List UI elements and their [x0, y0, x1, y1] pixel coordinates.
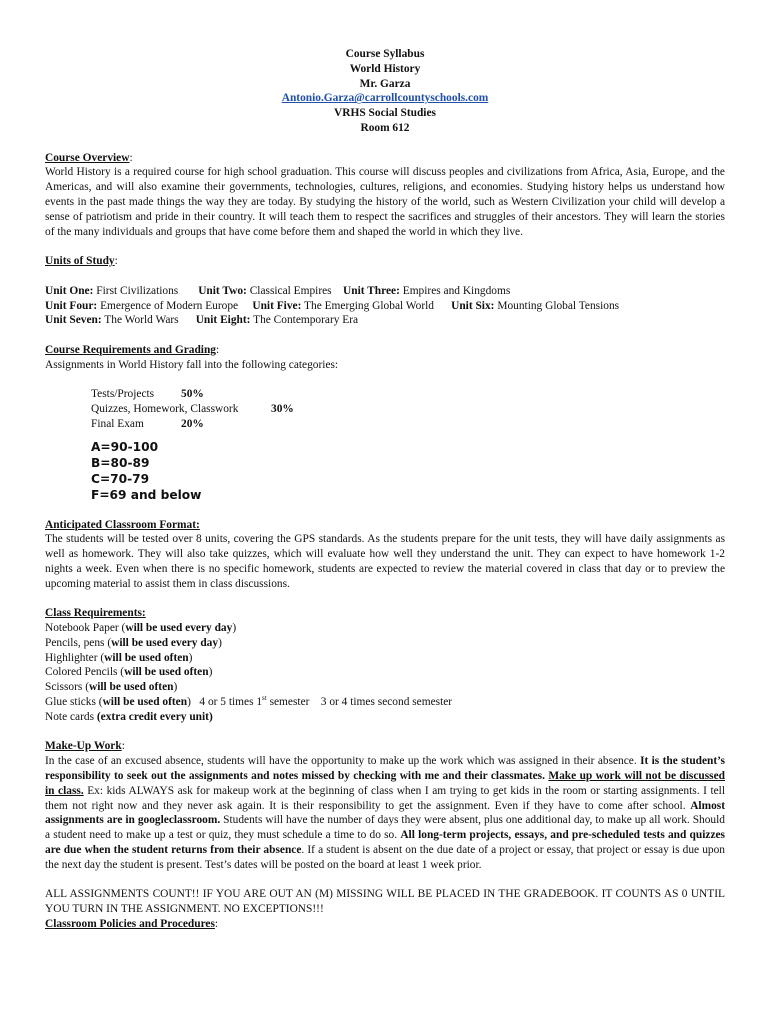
classroom-format-text: The students will be tested over 8 units, covering the GPS standards. As the students prepare for the unit tests, they will have daily assignments as well as homework. They will also take quizzes, which will evaluate how well they understand the unit. They can expect to have homework 1-2 nights a week. Even when there is no specific homework, students are expected to review the material covered in class that day or to preview the upcoming material to assist them in class discussions.: [45, 533, 725, 590]
classroom-format-heading: Anticipated Classroom Format:: [45, 518, 200, 531]
classroom-format-section: [45, 518, 725, 592]
teacher-name: Mr. Garza: [359, 77, 411, 90]
list-item: Note cards (extra credit every unit): [45, 710, 213, 723]
room-number: Room 612: [360, 121, 410, 134]
doc-title: Course Syllabus: [345, 48, 425, 60]
makeup-work-text: In the case of an excused absence, students will have the opportunity to make up the work which was assigned in their absence. It is the student’s responsibility to seek out the assignments and notes missed by checking with me and their classmates. Make up work will not be discussed in class. Ex: kids ALWAYS ask for makeup work at the beginning of class when I am trying to get kids in the room or starting assignments. I tell them not right now and they never ask again. It is their responsibility to get the assignment. Even if they have to come after school. Almost assignments are in googleclassroom. Students will have the number of days they were absent, plus one additional day, to make up all work. Should a student need to make up a test or quiz, they must schedule a time to do so. All long-term projects, essays, and pre-scheduled tests and quizzes are due when the student returns from their absence. If a student is absent on the due date of a project or essay, that project or essay is due upon the next day the student is present. Test’s dates will be posted on the board at least 1 week prior.: [45, 755, 725, 871]
list-item: Colored Pencils (will be used often): [45, 666, 213, 679]
list-item: Scissors (will be used often): [45, 681, 178, 694]
grading-heading: Course Requirements and Grading: [45, 343, 216, 356]
list-item: Notebook Paper (will be used every day): [45, 622, 237, 635]
units-heading: Units of Study: [45, 255, 115, 268]
units-row-1: Unit One: First Civilizations Unit Two: Classical Empires Unit Three: Empires and Kingdoms: [45, 284, 511, 297]
units-row-3: Unit Seven: The World Wars Unit Eight: The Contemporary Era: [45, 314, 359, 327]
document-header: [45, 47, 725, 136]
list-item: Highlighter (will be used often): [45, 651, 193, 664]
course-overview-text: World History is a required course for high school graduation. This course will discuss peoples and civilizations from Africa, Asia, Europe, and the Americas, and will also examine their governments, technologies, cultures, religions, and economies. Studying history helps us understand how events in the past made things the way they are today. By studying the history of the world, such as Western Civilization your child will develop a sense of patriotism and pride in their country. It will teach them to respect the sacrifices and struggles of their ancestors. They will learn the stories of the many individuals and groups that have come before them and shaped the world in which they live.: [45, 166, 725, 238]
units-section: Units of Study: Unit One: First Civilizations Unit Two: Classical Empires Unit Three: Empires and Kingdoms Unit Four: Emergence of Modern Europe Unit Five: The Emerging Global World Unit Six: Mounting Global Tensions Unit Seven: The World Wars Unit Eight: The Contemporary Era: [45, 254, 725, 328]
classroom-policies-heading: Classroom Policies and Procedures: [45, 918, 215, 931]
department: VRHS Social Studies: [334, 107, 436, 120]
grading-section: Course Requirements and Grading: Assignments in World History fall into the following categories: Tests/Projects 50% Quizzes, Homework, Classwork 30% Final Exam 20% A=90-100 B=80-89 C=70-79 F=69 and below: [45, 343, 725, 503]
assignments-notice: ALL ASSIGNMENTS COUNT!! IF YOU ARE OUT AN (M) MISSING WILL BE PLACED IN THE GRADEBOOK. IT COUNTS AS 0 UNTIL YOU TURN IN THE ASSIGNMENT. NO EXCEPTIONS!!!: [45, 888, 725, 916]
makeup-work-heading: Make-Up Work: [45, 740, 122, 753]
makeup-work-section: Make-Up Work: In the case of an excused absence, students will have the opportunity to make up the work which was assigned in their absence. It is the student’s responsibility to seek out the assignments and notes missed by checking with me and their classmates. Make up work will not be discussed in class. Ex: kids ALWAYS ask for makeup work at the beginning of class when I am trying to get kids in the room or starting assignments. I tell them not right now and they never ask again. It is their responsibility to get the assignment. Even if they have to come after school. Almost assignments are in googleclassroom. Students will have the number of days they were absent, plus one additional day, to make up all work. Should a student need to make up a test or quiz, they must schedule a time to do so. All long-term projects, essays, and pre-scheduled tests and quizzes are due when the student returns from their absence. If a student is absent on the due date of a project or essay, that project or essay is due upon the next day the student is present. Test’s dates will be posted on the board at least 1 week prior.: [45, 740, 725, 871]
course-overview-heading: Course Overview: [45, 151, 130, 164]
grade-weights-table: [91, 387, 725, 431]
class-requirements-section: [45, 606, 725, 724]
syllabus-page: Course Syllabus World History Mr. Garza Antonio.Garza@carrollcountyschools.com VRHS Social Studies Room 612 Course Overview: World History is a required course for high school graduation. This course will discuss peoples and civilizations from Africa, Asia, Europe, and the Americas, and will also examine their governments, technologies, cultures, religions, and economies. Studying history helps us understand how events in the past made things the way they are today. By studying the history of the world, such as Western Civilization your child will develop a sense of patriotism and pride in their country. It will teach them to respect the sacrifices and struggles of their ancestors. They will learn the stories of the many individuals and groups that have come before them and shaped the world in which they live. Units of Study: Unit One: First Civilizations Unit Two: Classical Empires Unit Three: Empires and Kingdoms Unit Four: Emergence of Modern Europe Unit Five: The Emerging Global World Unit Six: Mounting Global Tensions Unit Seven: The World Wars Unit Eight: The Contemporary Era Course Requirements and Grading: Assignments in World History fall into the following categories: Tests/Projects 50% Quizzes, Homework, Classwork 30% Final Exam 20% A=90-100 B=80-89 C=70-79 F=69 and below Anticipated Classroom Format: The students will be tested over 8 units, covering the GPS standards. As the students prepare for the unit tests, they will have daily assignments as well as homework. They will also take quizzes, which will evaluate how well they understand the unit. They can expect to have homework 1-2 nights a week. Even when there is no specific homework, students are expected to review the material covered in class that day or to preview the upcoming material to assist them in class discussions. Class Requirements: Notebook Paper (will be used every day) Pencils, pens (will be used every day) Highlighter (will be used often) Colored Pencils (will be used often) Scissors (will be used often) Glue sticks (will be used often) 4 or 5 times 1st semester 3 or 4 times second semester Note cards (extra credit every unit) Make-Up Work: In the case of an excused absence, students will have the opportunity to make up the work which was assigned in their absence. It is the student’s responsibility to seek out the assignments and notes missed by checking with me and their classmates. Make up work will not be discussed in class. Ex: kids ALWAYS ask for makeup work at the beginning of class when I am trying to get kids in the room or starting assignments. I tell them not right now and they never ask again. It is their responsibility to get the assignment. Even if they have to come after school. Almost assignments are in googleclassroom. Students will have the number of days they were absent, plus one additional day, to make up all work. Should a student need to make up a test or quiz, they must schedule a time to do so. All long-term projects, essays, and pre-scheduled tests and quizzes are due when the student returns from their absence. If a student is absent on the due date of a project or essay, that project or essay is due upon the next day the student is present. Test’s dates will be posted on the board at least 1 week prior. ALL ASSIGNMENTS COUNT!! IF YOU ARE OUT AN (M) MISSING WILL BE PLACED IN THE GRADEBOOK. IT COUNTS AS 0 UNTIL YOU TURN IN THE ASSIGNMENT. NO EXCEPTIONS!!! Classroom Policies and Procedures:: [45, 48, 725, 931]
teacher-email-link[interactable]: Antonio.Garza@carrollcountyschools.com: [281, 92, 489, 105]
list-item: Pencils, pens (will be used every day): [45, 636, 222, 649]
list-item: Glue sticks (will be used often) 4 or 5 times 1st semester 3 or 4 times second semester: [45, 694, 453, 709]
grading-scale: A=90-100 B=80-89 C=70-79 F=69 and below: [91, 439, 202, 502]
class-requirements-heading: Class Requirements:: [45, 607, 146, 620]
grade-weight-row: Tests/Projects 50%: [91, 388, 204, 401]
units-row-2: Unit Four: Emergence of Modern Europe Unit Five: The Emerging Global World Unit Six: Mounting Global Tensions: [45, 299, 620, 312]
course-name: World History: [349, 62, 421, 75]
grade-weight-row: Final Exam 20%: [91, 417, 204, 430]
course-overview-section: Course Overview: World History is a required course for high school graduation. This course will discuss peoples and civilizations from Africa, Asia, Europe, and the Americas, and will also examine their governments, technologies, cultures, religions, and economies. Studying history helps us understand how events in the past made things the way they are today. By studying the history of the world, such as Western Civilization your child will develop a sense of patriotism and pride in their country. It will teach them to respect the sacrifices and struggles of their ancestors. They will learn the stories of the many individuals and groups that have come before them and shaped the world in which they live.: [45, 151, 725, 238]
grade-weight-row: Quizzes, Homework, Classwork 30%: [91, 403, 294, 416]
grading-intro: Assignments in World History fall into the following categories:: [45, 358, 339, 371]
